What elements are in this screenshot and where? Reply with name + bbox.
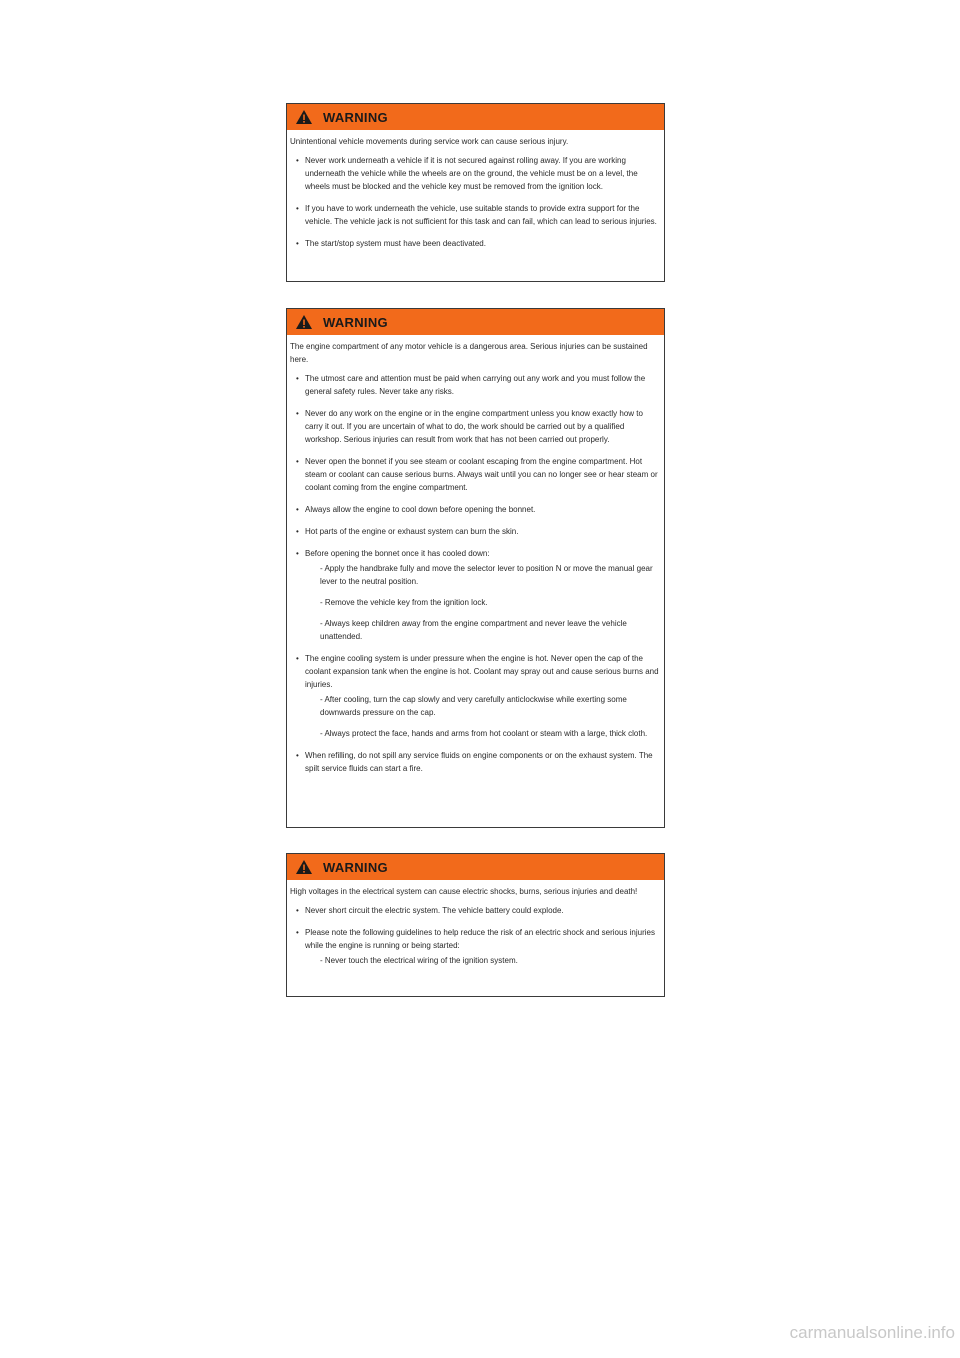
warning-item: • If you have to work underneath the vehicle, use suitable stands to provide extra support for the vehicle. The vehicle jack is not sufficient for this task and can fail, which can lead to serious injuries.	[290, 202, 661, 228]
warning-subitem: - After cooling, turn the cap slowly and very carefully anticlockwise while exerting some downwards pressure on the cap.	[320, 695, 627, 717]
warning-subitem: - Always keep children away from the engine compartment and never leave the vehicle unattended.	[320, 619, 627, 641]
warning-box-engine-compartment	[286, 308, 665, 828]
warning-title: WARNING	[323, 314, 388, 330]
warning-item: • Never do any work on the engine or in the engine compartment unless you know exactly how to carry it out. If you are uncertain of what to do, the work should be carried out by a qualified workshop. Serious injuries can result from work that has not been carried out properly.	[290, 407, 661, 446]
warning-item: • Never short circuit the electric system. The vehicle battery could explode.	[290, 904, 661, 917]
warning-item	[290, 926, 661, 967]
warning-item-text: Please note the following guidelines to help reduce the risk of an electric shock and serious injuries while the engine is running or being started:	[305, 928, 655, 950]
warning-item	[290, 652, 661, 740]
warning-intro: The engine compartment of any motor vehicle is a dangerous area. Serious injuries can be sustained here.	[290, 342, 648, 364]
warning-subitem: - Always protect the face, hands and arms from hot coolant or steam with a large, thick cloth.	[320, 729, 648, 738]
warning-item: • The start/stop system must have been deactivated.	[290, 237, 661, 250]
warning-title: WARNING	[323, 109, 388, 125]
warning-item: • Never open the bonnet if you see steam or coolant escaping from the engine compartment. Hot steam or coolant can cause serious burns. Always wait until you can no longer see or hear steam or coolant coming from the engine compartment.	[290, 455, 661, 494]
warning-item-text: The engine cooling system is under pressure when the engine is hot. Never open the cap of the coolant expansion tank when the engine is hot. Coolant may spray out and cause serious burns and injuries.	[305, 654, 659, 689]
warning-item: • Always allow the engine to cool down before opening the bonnet.	[290, 503, 661, 516]
warning-header	[287, 309, 664, 335]
warning-item: • Never work underneath a vehicle if it is not secured against rolling away. If you are working underneath the vehicle while the wheels are on the ground, the vehicle must be on a level, the wheels must be blocked and the vehicle key must be removed from the ignition lock.	[290, 154, 661, 193]
warning-item: • When refilling, do not spill any service fluids on engine components or on the exhaust system. The spilt service fluids can start a fire.	[290, 749, 661, 775]
warning-item: • The utmost care and attention must be paid when carrying out any work and you must follow the general safety rules. Never take any risks.	[290, 372, 661, 398]
warning-subitem: - Never touch the electrical wiring of the ignition system.	[320, 956, 518, 965]
warning-title: WARNING	[323, 859, 388, 875]
warning-box-movement	[286, 103, 665, 282]
warning-intro: Unintentional vehicle movements during service work can cause serious injury.	[290, 137, 569, 146]
warning-item	[290, 547, 661, 643]
watermark-link[interactable]: carmanualsonline.info	[789, 1323, 955, 1342]
warning-triangle-icon	[295, 314, 313, 330]
warning-intro: High voltages in the electrical system can cause electric shocks, burns, serious injuries and death!	[290, 887, 638, 896]
warning-triangle-icon	[295, 859, 313, 875]
warning-subitem: - Apply the handbrake fully and move the selector lever to position N or move the manual gear lever to the neutral position.	[320, 564, 653, 586]
warning-item: • Hot parts of the engine or exhaust system can burn the skin.	[290, 525, 661, 538]
warning-triangle-icon	[295, 109, 313, 125]
warning-header	[287, 854, 664, 880]
warning-subitem: - Remove the vehicle key from the ignition lock.	[320, 598, 488, 607]
warning-header	[287, 104, 664, 130]
warning-item-text: Before opening the bonnet once it has cooled down:	[305, 549, 490, 558]
warning-box-electrical	[286, 853, 665, 997]
